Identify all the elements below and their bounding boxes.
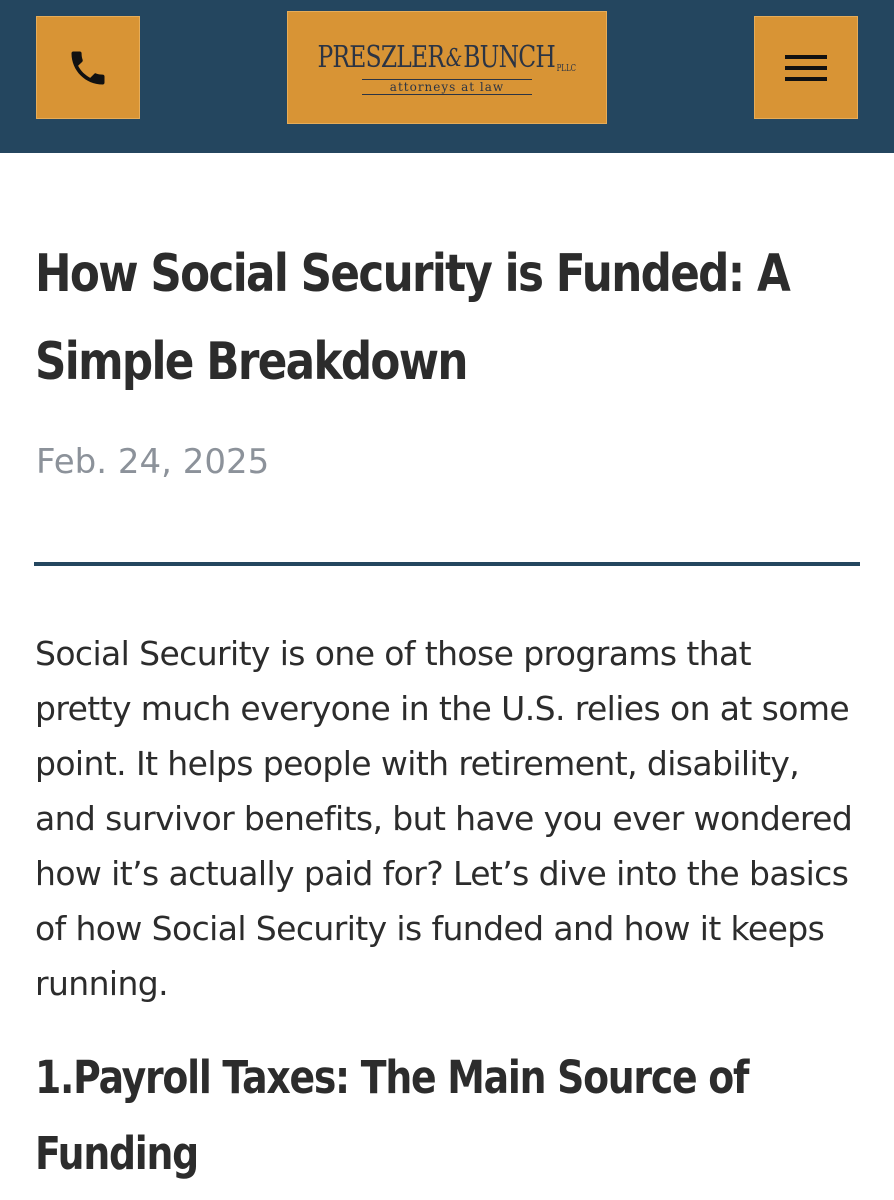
hamburger-menu-icon — [785, 53, 827, 83]
article-intro: Social Security is one of those programs that pretty much everyone in the U.S. relies on at some point. It helps people with retirement, disability, and survivor benefits, but have you ever wondered how it’s actually paid for? Let’s dive into the basics of how Social Security is funded and how it keeps running. — [35, 634, 853, 1003]
phone-icon — [66, 46, 110, 90]
title-divider — [34, 562, 860, 566]
article-title: How Social Security is Funded: A Simple Breakdown — [35, 244, 790, 392]
menu-button[interactable] — [754, 16, 858, 119]
firm-logo[interactable] — [287, 11, 607, 124]
site-header — [0, 0, 894, 153]
logo-name-part1: PRESZLER — [317, 39, 445, 75]
logo-ampersand: & — [446, 43, 462, 72]
logo-wordmark — [318, 41, 577, 75]
logo-name-part2: BUNCH — [463, 39, 556, 75]
section-heading: 1.Payroll Taxes: The Main Source of Funding — [35, 1051, 749, 1180]
logo-tagline: attorneys at law — [362, 79, 532, 95]
logo-suffix: PLLC — [556, 63, 577, 74]
article-date: Feb. 24, 2025 — [36, 442, 270, 482]
phone-button[interactable] — [36, 16, 140, 119]
